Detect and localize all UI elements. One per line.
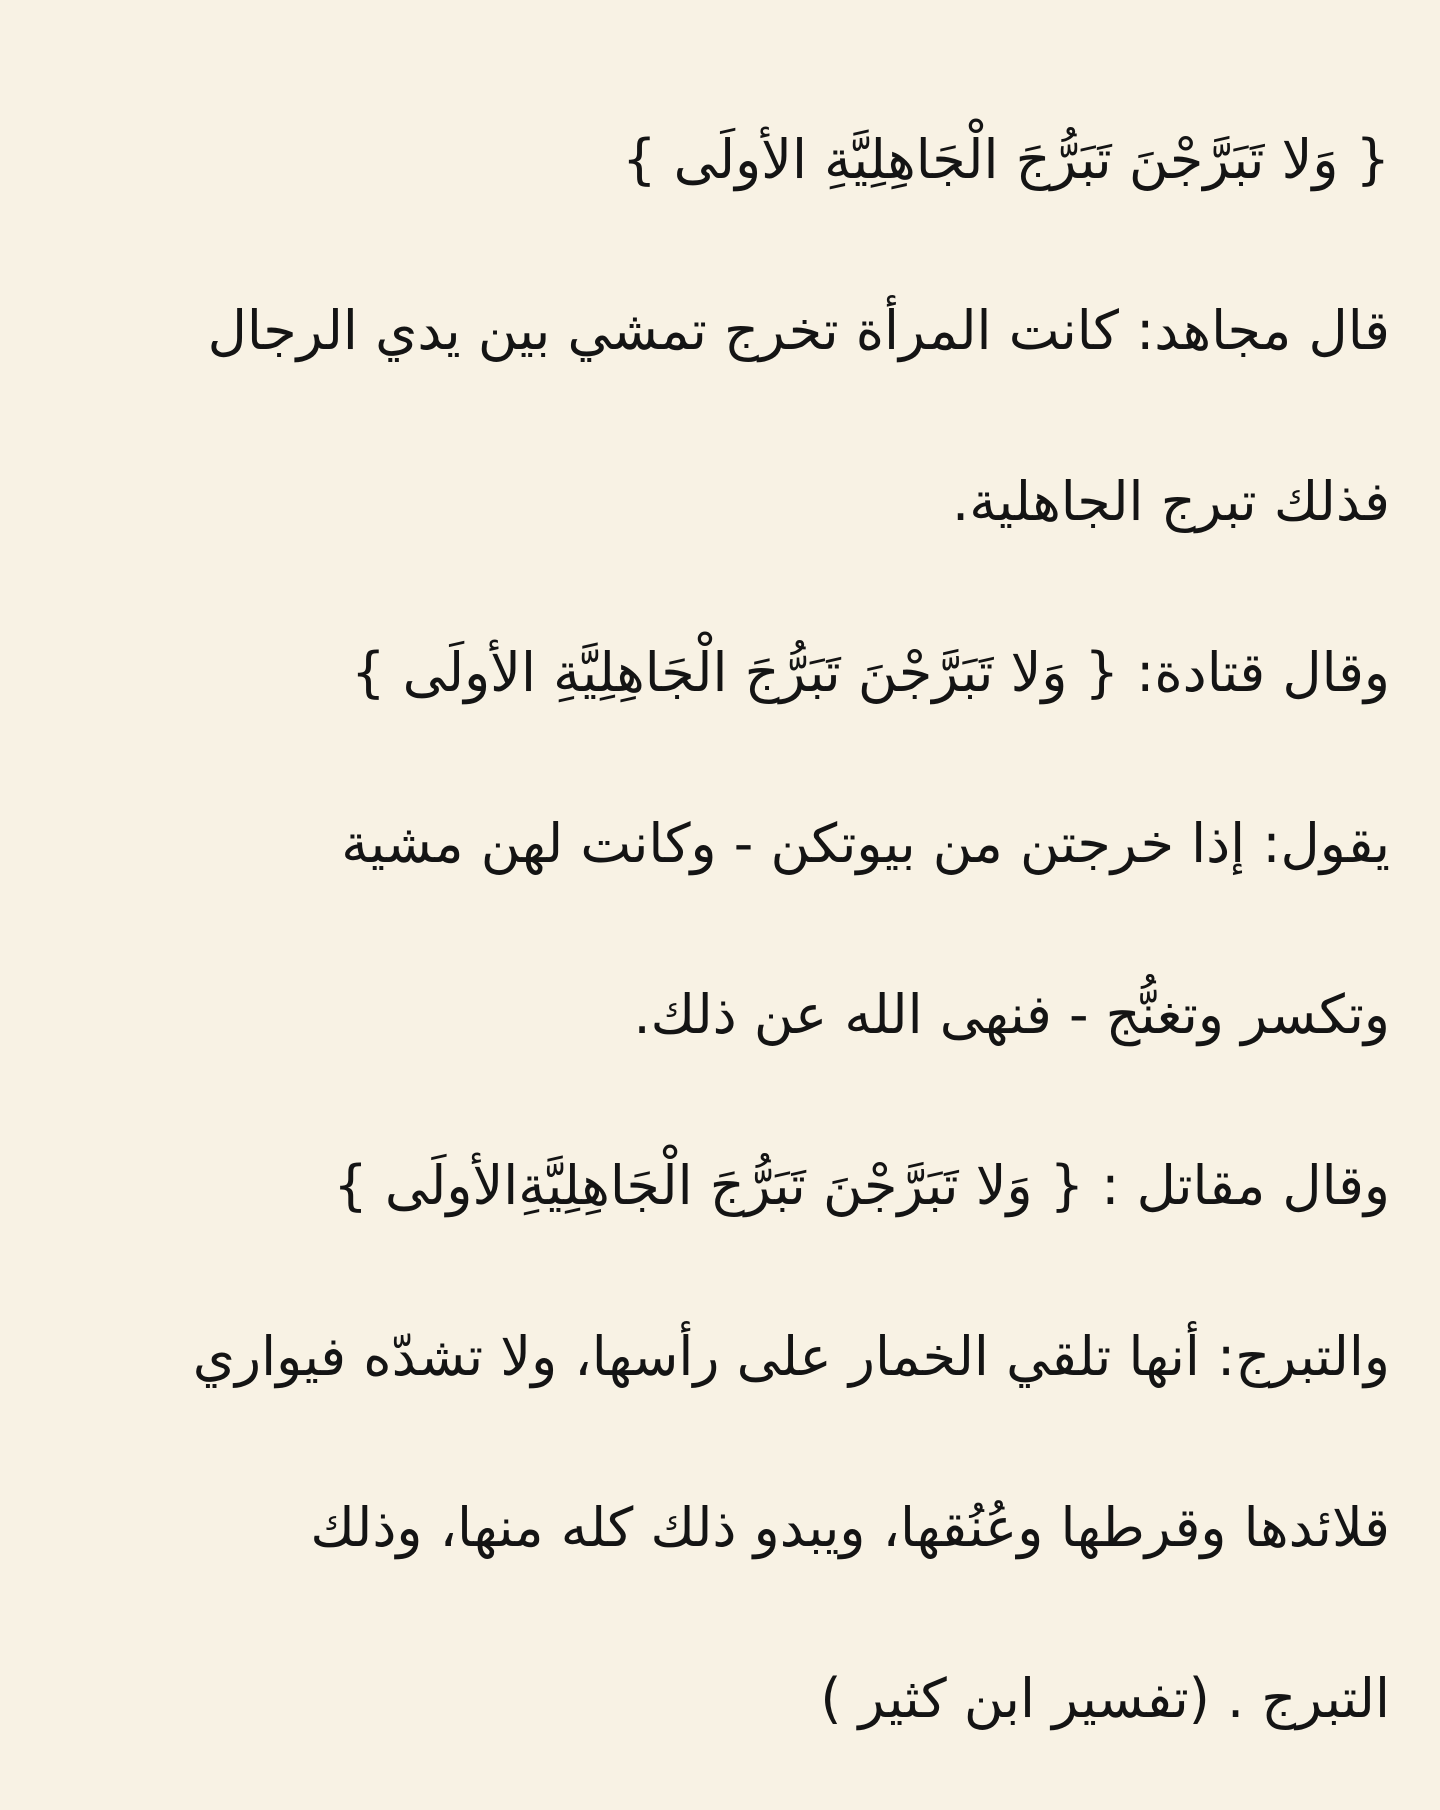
source-citation-line: التبرج . (تفسير ابن كثير ) — [820, 1667, 1390, 1730]
mujahid-conclusion-line: فذلك تبرج الجاهلية. — [952, 470, 1390, 533]
muqatil-verse-line: وقال مقاتل : { وَلا تَبَرَّجْنَ تَبَرُّجَ الْجَاهِلِيَّةِالأولَى } — [333, 1154, 1390, 1217]
mujahid-quote-line: قال مجاهد: كانت المرأة تخرج تمشي بين يدي الرجال — [207, 299, 1390, 362]
tabarruj-details-line: قلائدها وقرطها وعُنُقها، ويبدو ذلك كله منها، وذلك — [310, 1496, 1390, 1559]
qatada-verse-line: وقال قتادة: { وَلا تَبَرَّجْنَ تَبَرُّجَ الْجَاهِلِيَّةِ الأولَى } — [351, 641, 1390, 704]
tafsir-text — [50, 100, 1390, 1810]
tabarruj-definition-line: والتبرج: أنها تلقي الخمار على رأسها، ولا تشدّه فيواري — [192, 1325, 1390, 1388]
verse-line: { وَلا تَبَرَّجْنَ تَبَرُّجَ الْجَاهِلِيَّةِ الأولَى } — [622, 128, 1390, 191]
qatada-conclusion-line: وتكسر وتغنُّج - فنهى الله عن ذلك. — [633, 983, 1390, 1046]
qatada-explanation-line: يقول: إذا خرجتن من بيوتكن - وكانت لهن مشية — [341, 812, 1390, 875]
